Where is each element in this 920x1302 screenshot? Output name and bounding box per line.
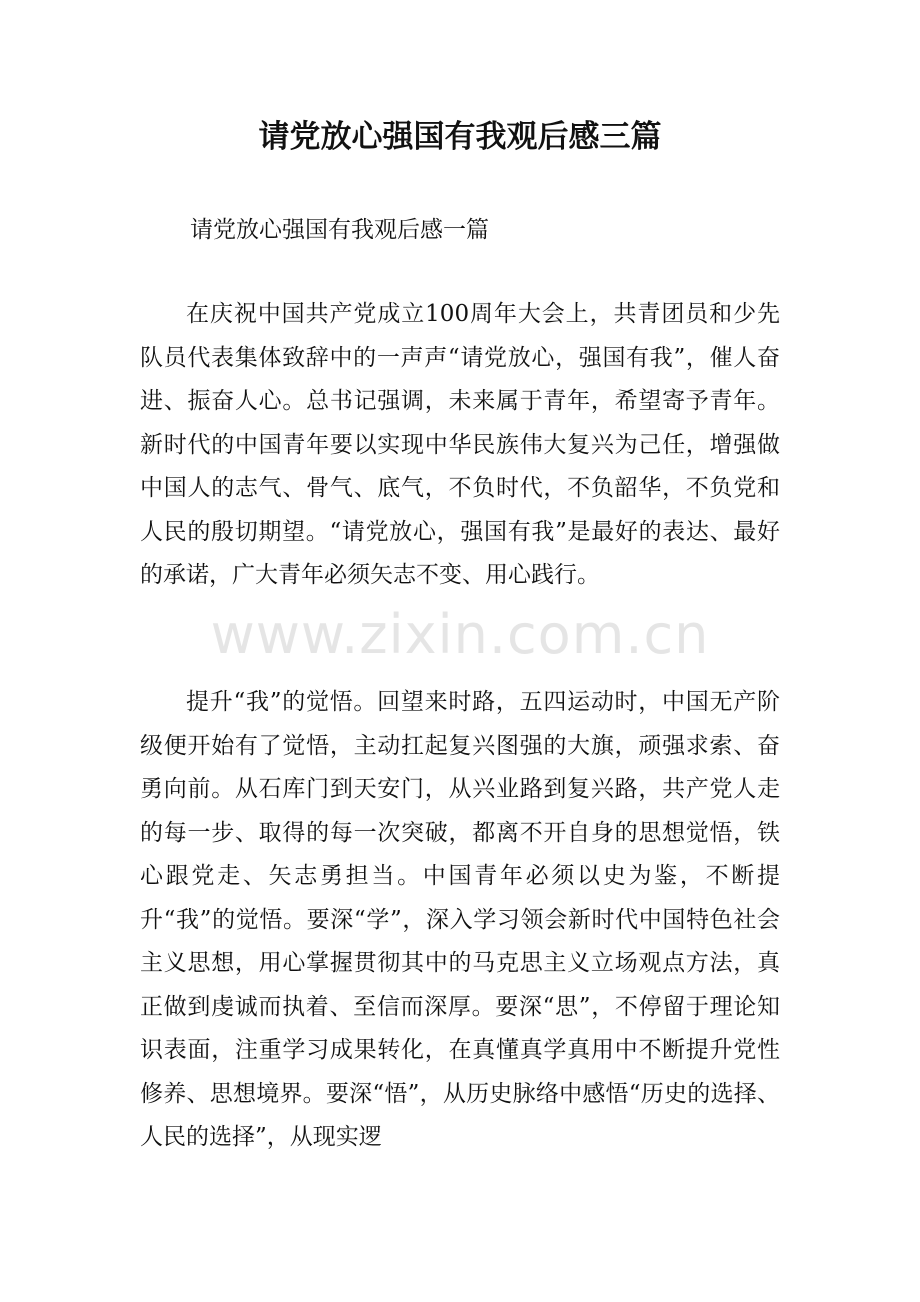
watermark: www.zixin.com.cn [210, 603, 710, 666]
section-heading: 请党放心强国有我观后感一篇 [190, 217, 489, 243]
body-paragraph-1: 在庆祝中国共产党成立100周年大会上，共青团员和少先队员代表集体致辞中的一声声“请党放心，强国有我”，催人奋进、振奋人心。总书记强调，未来属于青年，希望寄予青年。新时代的中国青年要以实现中华民族伟大复兴为己任，增强做中国人的志气、骨气、底气，不负时代，不负韶华，不负党和人民的殷切期望。“请党放心，强国有我”是最好的表达、最好的承诺，广大青年必须矢志不变、用心践行。 [140, 301, 780, 588]
document-title: 请党放心强国有我观后感三篇 [258, 119, 662, 155]
body-paragraph-2: 提升“我”的觉悟。回望来时路，五四运动时，中国无产阶级便开始有了觉悟，主动扛起复兴图强的大旗，顽强求索、奋勇向前。从石库门到天安门，从兴业路到复兴路，共产党人走的每一步、取得的每一次突破，都离不开自身的思想觉悟，铁心跟党走、矢志勇担当。中国青年必须以史为鉴，不断提升“我”的觉悟。要深“学”，深入学习领会新时代中国特色社会主义思想，用心掌握贯彻其中的马克思主义立场观点方法，真正做到虔诚而执着、至信而深厚。要深“思”，不停留于理论知识表面，注重学习成果转化，在真懂真学真用中不断提升党性修养、思想境界。要深“悟”，从历史脉络中感悟“历史的选择、人民的选择”，从现实逻 [140, 689, 780, 1150]
